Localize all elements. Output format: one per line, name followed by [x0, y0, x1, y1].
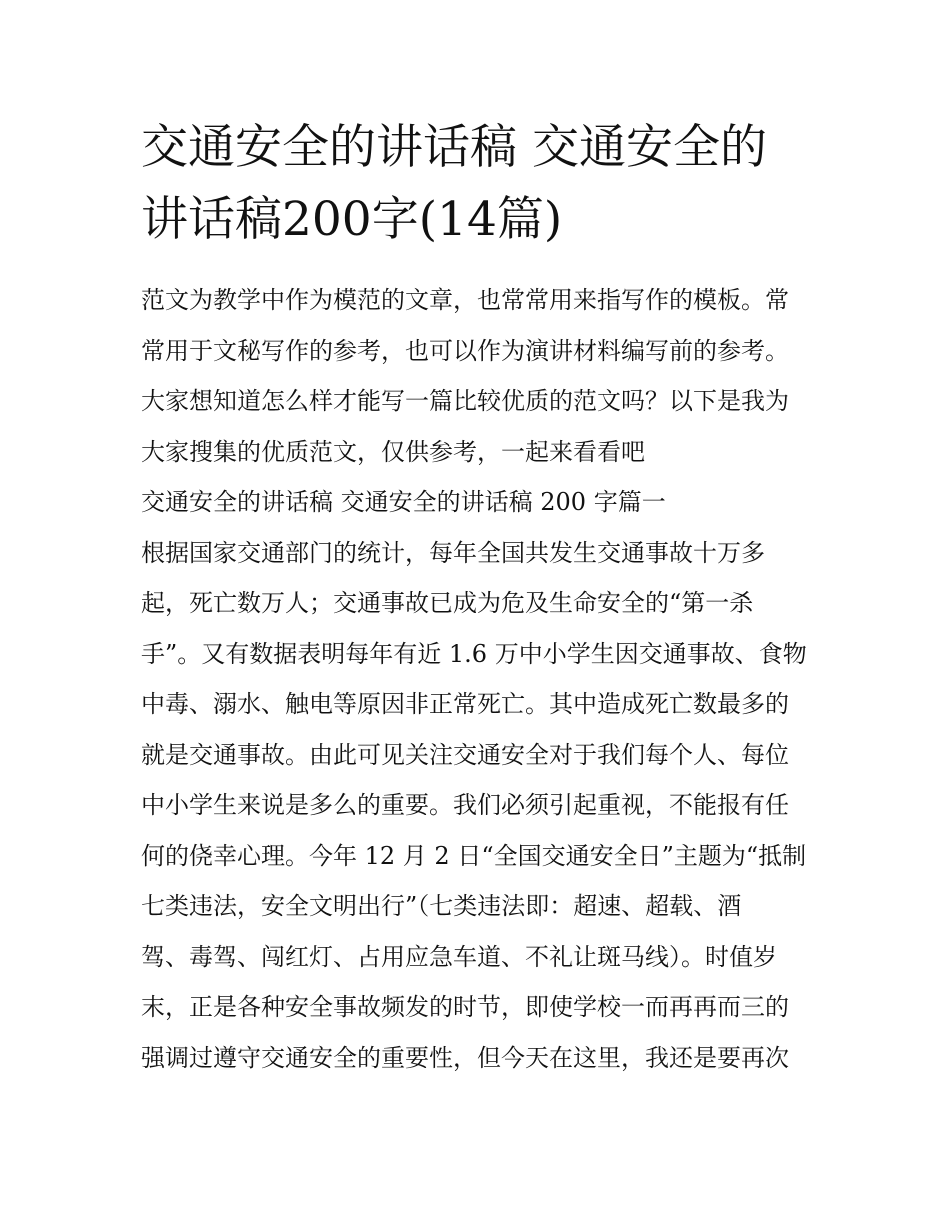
intro-line: 大家搜集的优质范文，仅供参考，一起来看看吧: [141, 437, 645, 466]
body-line: 根据国家交通部门的统计，每年全国共发生交通事故十万多: [141, 538, 765, 567]
body-line: 何的侥幸心理。今年 12 月 2 日“全国交通安全日”主题为“抵制: [141, 841, 807, 870]
body-line: 就是交通事故。由此可见关注交通安全对于我们每个人、每位: [141, 740, 789, 769]
body-line: 起，死亡数万人；交通事故已成为危及生命安全的“第一杀: [141, 589, 754, 617]
intro-line: 常用于文秘写作的参考，也可以作为演讲材料编写前的参考。: [141, 336, 789, 365]
body-line: 手”。又有数据表明每年有近 1.6 万中小学生因交通事故、食物: [141, 639, 807, 668]
body-line: 驾、毒驾、闯红灯、占用应急车道、不礼让斑马线）。时值岁: [141, 942, 777, 971]
body-line: 七类违法，安全文明出行”（七类违法即：超速、超载、酒: [141, 892, 742, 920]
intro-line: 范文为教学中作为模范的文章，也常常用来指写作的模板。常: [141, 286, 789, 314]
body-line: 末，正是各种安全事故频发的时节，即使学校一而再再而三的: [141, 993, 789, 1021]
body-line: 中毒、溺水、触电等原因非正常死亡。其中造成死亡数最多的: [141, 690, 789, 718]
document-title: [141, 112, 813, 256]
document-content: [141, 112, 813, 1083]
body-line: 强调过遵守交通安全的重要性，但今天在这里，我还是要再次: [141, 1043, 789, 1072]
intro-line: 大家想知道怎么样才能写一篇比较优质的范文吗？以下是我为: [141, 387, 789, 415]
document-body: [141, 275, 813, 1083]
title-line: 交通安全的讲话稿 交通安全的: [141, 120, 767, 175]
section-heading: 交通安全的讲话稿 交通安全的讲话稿 200 字篇一: [141, 488, 666, 516]
title-line: 讲话稿200字(14篇): [141, 192, 563, 247]
body-line: 中小学生来说是多么的重要。我们必须引起重视，不能报有任: [141, 791, 789, 819]
